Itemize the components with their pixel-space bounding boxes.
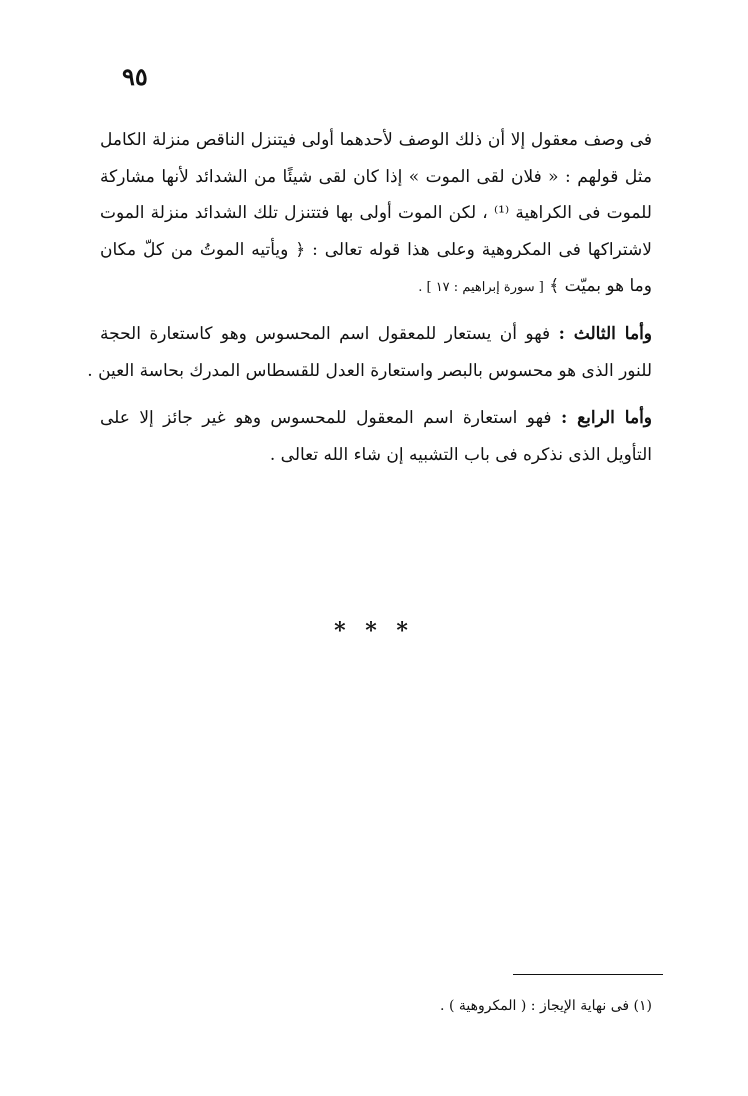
sura-reference: [ سورة إبراهيم : ١٧ ] . (418, 280, 544, 295)
paragraph-3-lead: وأما الرابع : (560, 408, 653, 428)
paragraph-1-line-4: لاشتراكها فى المكروهية وعلى هذا قوله تعالى : ﴿ ويأتيه الموتُ من كلّ مكان (100, 239, 652, 260)
paragraph-1-line-2: مثل قولهم : « فلان لقى الموت » إذا كان لقى شيئًا من الشدائد لأنها مشاركة (100, 166, 652, 187)
paragraph-2 (87, 316, 653, 389)
quran-verse-end: وما هو بميّت ﴾ (549, 276, 652, 296)
paragraph-1-line-1: فى وصف معقول إلا أن ذلك الوصف لأحدهما أولى فيتنزل الناقص منزلة الكامل (100, 130, 652, 150)
paragraph-1 (100, 122, 652, 307)
paragraph-1-line-5 (100, 268, 652, 307)
footnote-divider (513, 974, 663, 975)
paragraph-3-line-1 (100, 400, 652, 437)
page-number: ٩٥ (122, 62, 148, 91)
paragraph-2-line-2: للنور الذى هو محسوس بالبصر واستعارة العدل للقسطاس المدرك بحاسة العين . (87, 360, 652, 381)
paragraph-3-line-1-rest: فهو استعارة اسم المعقول للمحسوس وهو غير جائز إلا على (100, 408, 552, 428)
paragraph-2-lead: وأما الثالث : (558, 324, 653, 344)
paragraph-3 (100, 400, 652, 473)
paragraph-1-line-3: للموت فى الكراهية ⁽¹⁾ ، لكن الموت أولى بها فتتنزل تلك الشدائد منزلة الموت (100, 203, 652, 223)
footnote: (١) فى نهاية الإيجاز : ( المكروهية ) . (440, 998, 652, 1014)
paragraph-2-line-1 (100, 316, 652, 353)
section-separator: * * * (334, 618, 414, 644)
paragraph-2-line-1-rest: فهو أن يستعار للمعقول اسم المحسوس وهو كاستعارة الحجة (100, 324, 551, 344)
paragraph-3-line-2: التأويل الذى نذكره فى باب التشبيه إن شاء الله تعالى . (269, 444, 652, 465)
